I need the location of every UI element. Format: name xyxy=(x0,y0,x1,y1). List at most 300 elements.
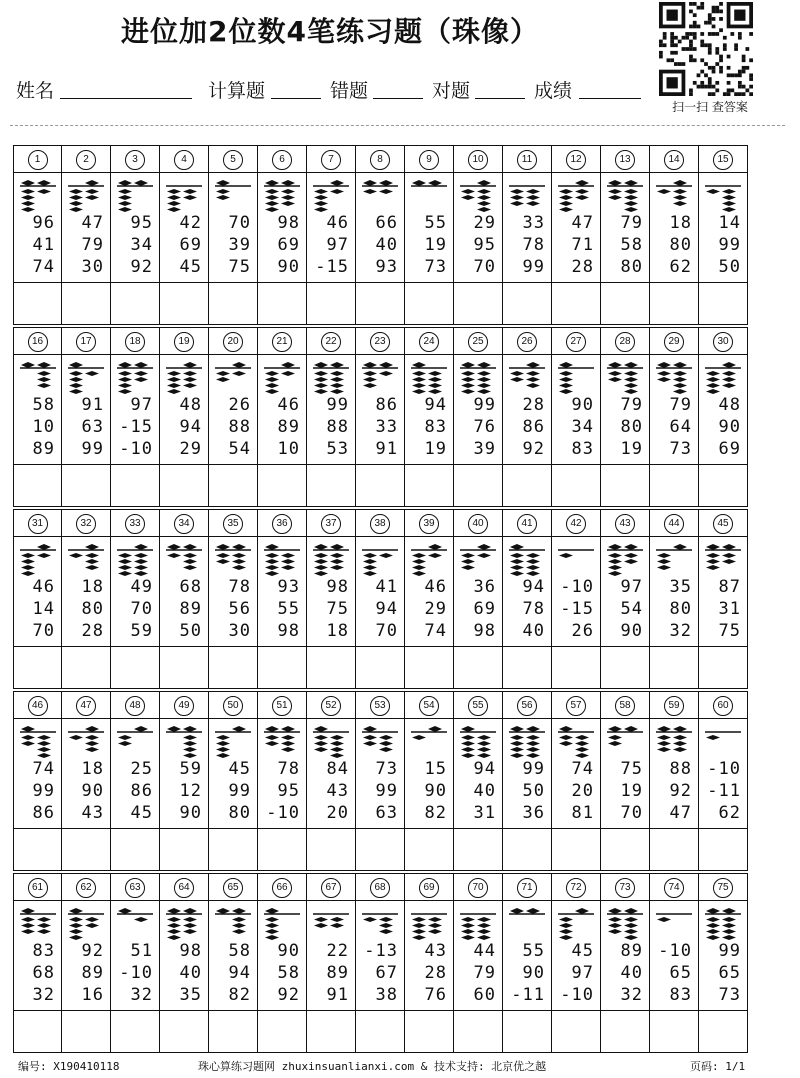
addend-value: 59 xyxy=(179,759,202,779)
answer-box[interactable] xyxy=(405,1011,454,1053)
problem-number: 30 xyxy=(713,332,733,352)
addend-value: 78 xyxy=(277,759,300,779)
answer-box[interactable] xyxy=(356,465,405,507)
answer-box[interactable] xyxy=(160,1011,209,1053)
answer-box[interactable] xyxy=(13,283,62,325)
addend-value: 94 xyxy=(179,417,202,437)
problem-cell xyxy=(601,509,650,647)
addend-value: 94 xyxy=(228,963,251,983)
problem-number: 55 xyxy=(468,696,488,716)
addend-value: 80 xyxy=(620,417,643,437)
problem-number: 10 xyxy=(468,150,488,170)
addend-value: 45 xyxy=(571,941,594,961)
addend-value: 50 xyxy=(718,257,741,277)
answer-box[interactable] xyxy=(454,1011,503,1053)
addend-value: 79 xyxy=(620,213,643,233)
addend-value: 78 xyxy=(522,235,545,255)
answer-box[interactable] xyxy=(552,829,601,871)
addend-value: 10 xyxy=(277,439,300,459)
addend-value: 73 xyxy=(375,759,398,779)
problem-cell xyxy=(258,327,307,465)
abacus-bead-icon xyxy=(164,724,204,760)
problem-cell xyxy=(552,873,601,1011)
addend-value: 70 xyxy=(228,213,251,233)
addend-value: 32 xyxy=(669,621,692,641)
addend-value: 96 xyxy=(32,213,55,233)
addend-value: 43 xyxy=(326,781,349,801)
problem-number: 27 xyxy=(566,332,586,352)
abacus-bead-icon xyxy=(507,542,547,578)
addend-value: 99 xyxy=(81,439,104,459)
addend-value: 67 xyxy=(375,963,398,983)
student-info-row xyxy=(16,76,656,106)
answer-box[interactable] xyxy=(503,829,552,871)
answer-box[interactable] xyxy=(699,465,748,507)
problem-cell xyxy=(454,327,503,465)
addend-value: 90 xyxy=(179,803,202,823)
addend-value: -15 xyxy=(315,257,349,277)
addend-value: 63 xyxy=(375,803,398,823)
problem-number: 41 xyxy=(517,514,537,534)
answer-box[interactable] xyxy=(601,465,650,507)
answer-box[interactable] xyxy=(405,647,454,689)
addend-value: 39 xyxy=(473,439,496,459)
addend-value: 50 xyxy=(179,621,202,641)
problem-cell xyxy=(160,691,209,829)
addend-value: 26 xyxy=(571,621,594,641)
addend-value: 80 xyxy=(228,803,251,823)
addend-value: 46 xyxy=(277,395,300,415)
problem-number: 33 xyxy=(125,514,145,534)
addend-value: 88 xyxy=(669,759,692,779)
addend-value: 62 xyxy=(669,257,692,277)
answer-box[interactable] xyxy=(209,647,258,689)
abacus-bead-icon xyxy=(66,360,106,396)
problem-cell xyxy=(699,691,748,829)
abacus-bead-icon xyxy=(458,542,498,578)
answer-box[interactable] xyxy=(209,829,258,871)
addend-value: 88 xyxy=(326,417,349,437)
problem-number: 12 xyxy=(566,150,586,170)
answer-box[interactable] xyxy=(405,465,454,507)
addend-value: 83 xyxy=(571,439,594,459)
abacus-bead-icon xyxy=(262,724,302,760)
problem-cell xyxy=(111,691,160,829)
problem-cell xyxy=(356,145,405,283)
addend-value: 68 xyxy=(179,577,202,597)
answer-box[interactable] xyxy=(552,465,601,507)
answer-box[interactable] xyxy=(209,283,258,325)
addend-value: 83 xyxy=(32,941,55,961)
addend-value: 89 xyxy=(179,599,202,619)
addend-value: 70 xyxy=(130,599,153,619)
problem-cell xyxy=(160,509,209,647)
answer-box[interactable] xyxy=(111,283,160,325)
addend-value: 94 xyxy=(473,759,496,779)
addend-value: 55 xyxy=(277,599,300,619)
addend-value: 94 xyxy=(424,395,447,415)
problem-number: 73 xyxy=(615,878,635,898)
page-title: 进位加2位数4笔练习题（珠像） xyxy=(121,15,539,48)
abacus-bead-icon xyxy=(654,906,694,942)
addend-value: 55 xyxy=(522,941,545,961)
problem-number: 46 xyxy=(28,696,48,716)
abacus-bead-icon xyxy=(164,360,204,396)
addend-value: 92 xyxy=(130,257,153,277)
addend-value: 32 xyxy=(32,985,55,1005)
abacus-bead-icon xyxy=(556,724,596,760)
problem-cell xyxy=(699,873,748,1011)
addend-value: 99 xyxy=(32,781,55,801)
abacus-bead-icon xyxy=(703,178,743,214)
answer-box[interactable] xyxy=(307,465,356,507)
answer-box[interactable] xyxy=(601,647,650,689)
problem-cell xyxy=(13,691,62,829)
problem-number: 65 xyxy=(223,878,243,898)
addend-value: 98 xyxy=(277,213,300,233)
answer-box[interactable] xyxy=(258,283,307,325)
problem-number: 51 xyxy=(272,696,292,716)
answer-box[interactable] xyxy=(650,283,699,325)
addend-value: 15 xyxy=(424,759,447,779)
addend-value: 58 xyxy=(620,235,643,255)
answer-box[interactable] xyxy=(503,465,552,507)
addend-value: 93 xyxy=(277,577,300,597)
answer-box[interactable] xyxy=(62,283,111,325)
abacus-bead-icon xyxy=(262,542,302,578)
problem-number: 4 xyxy=(174,150,194,170)
answer-box[interactable] xyxy=(62,647,111,689)
abacus-bead-icon xyxy=(115,542,155,578)
answer-box[interactable] xyxy=(699,647,748,689)
addend-value: 76 xyxy=(424,985,447,1005)
problem-cell xyxy=(405,873,454,1011)
answer-box[interactable] xyxy=(111,647,160,689)
answer-box[interactable] xyxy=(160,647,209,689)
abacus-bead-icon xyxy=(311,542,351,578)
answer-box[interactable] xyxy=(552,1011,601,1053)
problem-cell xyxy=(209,327,258,465)
addend-value: 69 xyxy=(473,599,496,619)
problem-cell xyxy=(258,873,307,1011)
addend-value: 90 xyxy=(620,621,643,641)
correct-label: 对题 xyxy=(432,80,471,102)
problem-cell xyxy=(307,509,356,647)
problem-cell xyxy=(405,691,454,829)
abacus-bead-icon xyxy=(507,178,547,214)
addend-value: 39 xyxy=(228,235,251,255)
addend-value: -13 xyxy=(364,941,398,961)
answer-box[interactable] xyxy=(454,283,503,325)
addend-value: 31 xyxy=(473,803,496,823)
abacus-bead-icon xyxy=(703,724,743,760)
problem-number: 42 xyxy=(566,514,586,534)
addend-value: 90 xyxy=(277,941,300,961)
answer-box[interactable] xyxy=(601,1011,650,1053)
addend-value: 47 xyxy=(571,213,594,233)
addend-value: 38 xyxy=(375,985,398,1005)
abacus-bead-icon xyxy=(556,360,596,396)
problem-number: 3 xyxy=(125,150,145,170)
addend-value: 70 xyxy=(473,257,496,277)
abacus-bead-icon xyxy=(703,542,743,578)
addend-value: 71 xyxy=(571,235,594,255)
answer-box[interactable] xyxy=(160,465,209,507)
answer-box[interactable] xyxy=(160,829,209,871)
addend-value: 93 xyxy=(375,257,398,277)
problem-cell xyxy=(258,145,307,283)
abacus-bead-icon xyxy=(311,178,351,214)
problem-cell xyxy=(454,145,503,283)
addend-value: 32 xyxy=(620,985,643,1005)
addend-value: 74 xyxy=(571,759,594,779)
correct-field[interactable] xyxy=(475,98,525,99)
addend-value: 75 xyxy=(228,257,251,277)
addend-value: 74 xyxy=(424,621,447,641)
problem-number: 13 xyxy=(615,150,635,170)
abacus-bead-icon xyxy=(409,360,449,396)
abacus-bead-icon xyxy=(556,178,596,214)
addend-value: 51 xyxy=(130,941,153,961)
answer-box[interactable] xyxy=(699,283,748,325)
addend-value: 68 xyxy=(32,963,55,983)
score-field[interactable] xyxy=(579,98,641,99)
problem-number: 20 xyxy=(223,332,243,352)
answer-box[interactable] xyxy=(503,1011,552,1053)
addend-value: -11 xyxy=(707,781,741,801)
answer-box[interactable] xyxy=(209,465,258,507)
problem-cell xyxy=(209,145,258,283)
abacus-bead-icon xyxy=(311,724,351,760)
problem-cell xyxy=(601,145,650,283)
addend-value: 40 xyxy=(473,781,496,801)
answer-box[interactable] xyxy=(405,283,454,325)
answer-box[interactable] xyxy=(454,465,503,507)
answer-box[interactable] xyxy=(552,647,601,689)
answer-box[interactable] xyxy=(13,1011,62,1053)
addend-value: 80 xyxy=(669,599,692,619)
addend-value: 69 xyxy=(179,235,202,255)
addend-value: 34 xyxy=(571,417,594,437)
answer-box[interactable] xyxy=(405,829,454,871)
answer-box[interactable] xyxy=(650,465,699,507)
answer-box[interactable] xyxy=(552,283,601,325)
problem-cell xyxy=(601,327,650,465)
problem-number: 35 xyxy=(223,514,243,534)
problem-cell xyxy=(160,327,209,465)
abacus-bead-icon xyxy=(360,178,400,214)
problem-number: 61 xyxy=(28,878,48,898)
problem-number: 25 xyxy=(468,332,488,352)
addend-value: 31 xyxy=(718,599,741,619)
addend-value: 58 xyxy=(228,941,251,961)
problem-number: 53 xyxy=(370,696,390,716)
addend-value: 19 xyxy=(424,439,447,459)
answer-box[interactable] xyxy=(356,283,405,325)
addend-value: 80 xyxy=(81,599,104,619)
answer-box[interactable] xyxy=(307,829,356,871)
problem-number: 6 xyxy=(272,150,292,170)
problem-number: 1 xyxy=(28,150,48,170)
problem-cell xyxy=(307,873,356,1011)
problem-number: 48 xyxy=(125,696,145,716)
answer-box[interactable] xyxy=(111,465,160,507)
abacus-bead-icon xyxy=(164,542,204,578)
addend-value: 20 xyxy=(571,781,594,801)
problem-number: 43 xyxy=(615,514,635,534)
addend-value: 30 xyxy=(81,257,104,277)
abacus-bead-icon xyxy=(605,178,645,214)
answer-box[interactable] xyxy=(454,829,503,871)
addend-value: 41 xyxy=(32,235,55,255)
score-label: 成绩 xyxy=(534,80,573,102)
addend-value: 45 xyxy=(228,759,251,779)
abacus-bead-icon xyxy=(556,906,596,942)
addend-value: 63 xyxy=(81,417,104,437)
wrong-field[interactable] xyxy=(373,98,423,99)
addend-value: 97 xyxy=(620,577,643,597)
abacus-bead-icon xyxy=(409,906,449,942)
answer-box[interactable] xyxy=(160,283,209,325)
problem-cell xyxy=(13,509,62,647)
problem-cell xyxy=(258,509,307,647)
abacus-bead-icon xyxy=(409,542,449,578)
addend-value: 28 xyxy=(571,257,594,277)
answer-box[interactable] xyxy=(356,647,405,689)
answer-box[interactable] xyxy=(307,647,356,689)
qr-code-icon[interactable] xyxy=(657,2,755,96)
addend-value: 86 xyxy=(522,417,545,437)
addend-value: 86 xyxy=(32,803,55,823)
answer-box[interactable] xyxy=(307,283,356,325)
answer-box[interactable] xyxy=(356,829,405,871)
abacus-bead-icon xyxy=(360,542,400,578)
problem-number: 17 xyxy=(76,332,96,352)
addend-value: 19 xyxy=(424,235,447,255)
problem-cell xyxy=(650,509,699,647)
addend-value: 22 xyxy=(326,941,349,961)
problem-number: 21 xyxy=(272,332,292,352)
answer-box[interactable] xyxy=(258,465,307,507)
addend-value: 90 xyxy=(277,257,300,277)
problem-number: 75 xyxy=(713,878,733,898)
addend-value: 41 xyxy=(375,577,398,597)
problem-number: 23 xyxy=(370,332,390,352)
answer-box[interactable] xyxy=(601,829,650,871)
addend-value: 78 xyxy=(228,577,251,597)
answer-box[interactable] xyxy=(699,829,748,871)
abacus-bead-icon xyxy=(115,724,155,760)
problem-number: 57 xyxy=(566,696,586,716)
addend-value: 73 xyxy=(718,985,741,1005)
name-field[interactable] xyxy=(60,98,192,99)
addend-value: 90 xyxy=(718,417,741,437)
addend-value: 70 xyxy=(375,621,398,641)
addend-value: 99 xyxy=(375,781,398,801)
problem-number: 60 xyxy=(713,696,733,716)
abacus-bead-icon xyxy=(409,724,449,760)
problem-number: 11 xyxy=(517,150,537,170)
answer-box[interactable] xyxy=(62,465,111,507)
answer-box[interactable] xyxy=(13,829,62,871)
answer-box[interactable] xyxy=(258,647,307,689)
answer-box[interactable] xyxy=(650,829,699,871)
abacus-bead-icon xyxy=(66,906,106,942)
addend-value: 95 xyxy=(473,235,496,255)
problem-number: 72 xyxy=(566,878,586,898)
problem-number: 9 xyxy=(419,150,439,170)
answer-box[interactable] xyxy=(13,647,62,689)
abacus-bead-icon xyxy=(115,906,155,942)
problem-number: 36 xyxy=(272,514,292,534)
abacus-bead-icon xyxy=(409,178,449,214)
answer-box[interactable] xyxy=(307,1011,356,1053)
answer-box[interactable] xyxy=(650,647,699,689)
addend-value: 29 xyxy=(424,599,447,619)
abacus-bead-icon xyxy=(360,360,400,396)
addend-value: 20 xyxy=(326,803,349,823)
answer-box[interactable] xyxy=(356,1011,405,1053)
problem-number: 63 xyxy=(125,878,145,898)
addend-value: 84 xyxy=(326,759,349,779)
addend-value: 46 xyxy=(326,213,349,233)
addend-value: 99 xyxy=(522,257,545,277)
answer-box[interactable] xyxy=(111,829,160,871)
addend-value: 14 xyxy=(718,213,741,233)
addend-value: 45 xyxy=(130,803,153,823)
abacus-bead-icon xyxy=(654,178,694,214)
problem-number: 34 xyxy=(174,514,194,534)
answer-box[interactable] xyxy=(258,829,307,871)
addend-value: 74 xyxy=(32,257,55,277)
answer-box[interactable] xyxy=(454,647,503,689)
addend-value: 33 xyxy=(522,213,545,233)
answer-box[interactable] xyxy=(503,283,552,325)
addend-value: 47 xyxy=(669,803,692,823)
answer-box[interactable] xyxy=(209,1011,258,1053)
answer-box[interactable] xyxy=(13,465,62,507)
answer-box[interactable] xyxy=(699,1011,748,1053)
abacus-bead-icon xyxy=(507,906,547,942)
addend-value: 92 xyxy=(277,985,300,1005)
abacus-bead-icon xyxy=(164,906,204,942)
problem-cell xyxy=(111,327,160,465)
addend-value: 46 xyxy=(32,577,55,597)
problem-cell xyxy=(699,509,748,647)
addend-value: 40 xyxy=(620,963,643,983)
problem-number: 47 xyxy=(76,696,96,716)
abacus-bead-icon xyxy=(360,724,400,760)
answer-box[interactable] xyxy=(601,283,650,325)
abacus-bead-icon xyxy=(213,542,253,578)
answer-box[interactable] xyxy=(258,1011,307,1053)
footer-site: 珠心算练习题网 zhuxinsuanlianxi.com & 技术支持: 北京优之越 xyxy=(198,1060,547,1073)
answer-box[interactable] xyxy=(62,1011,111,1053)
addend-value: -10 xyxy=(119,963,153,983)
answer-box[interactable] xyxy=(111,1011,160,1053)
problem-number: 52 xyxy=(321,696,341,716)
answer-box[interactable] xyxy=(62,829,111,871)
problem-number: 45 xyxy=(713,514,733,534)
answer-box[interactable] xyxy=(503,647,552,689)
addend-value: 90 xyxy=(424,781,447,801)
problem-cell xyxy=(13,327,62,465)
answer-box[interactable] xyxy=(650,1011,699,1053)
total-field[interactable] xyxy=(271,98,321,99)
problem-cell xyxy=(356,873,405,1011)
abacus-bead-icon xyxy=(458,906,498,942)
addend-value: 79 xyxy=(473,963,496,983)
